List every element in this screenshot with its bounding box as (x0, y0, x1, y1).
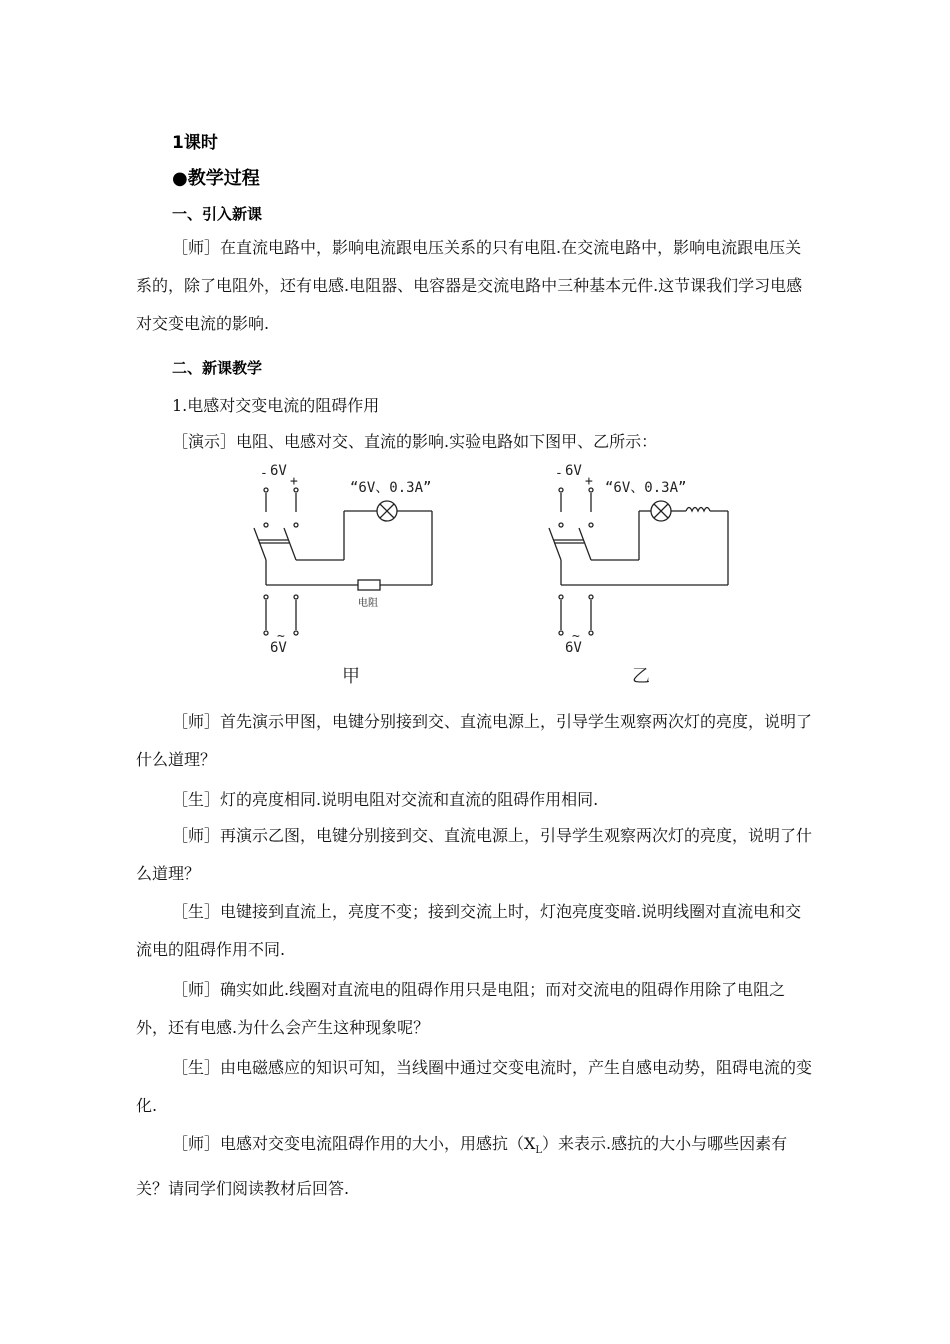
right-ac-symbol: ~ (572, 629, 580, 644)
left-caption: 甲 (342, 666, 360, 687)
right-terminal-dc-neg (559, 488, 563, 492)
left-terminal-ac-1 (264, 631, 268, 635)
left-dc-label: 6V (270, 463, 287, 479)
paragraph-student-2-text: ［生］电键接到直流上，亮度不变；接到交流上时，灯泡亮度变暗.说明线圈对直流电和交流电的阻碍作用不同. (136, 902, 802, 959)
right-inductor-icon (686, 508, 710, 512)
paragraph-student-2 (136, 893, 816, 969)
left-resistor-icon (358, 580, 380, 590)
inductive-reactance-subscript: L (535, 1145, 543, 1157)
left-ac-label: 6V (270, 640, 287, 656)
paragraph-teacher-1-text: ［师］首先演示甲图，电键分别接到交、直流电源上，引导学生观察两次灯的亮度，说明了什么道理？ (136, 712, 813, 769)
process-title: ●教学过程 (172, 168, 260, 189)
right-dc-minus: - (555, 466, 563, 481)
paragraph-teacher-1 (136, 703, 816, 779)
circuit-right (549, 463, 728, 687)
paragraph-teacher-4 (136, 1125, 816, 1208)
right-terminal-ac-2 (589, 631, 593, 635)
lesson-time: 1课时 (172, 133, 218, 153)
right-lamp-label: “6V、0.3A” (605, 480, 687, 496)
right-switch-blade-2 (579, 528, 591, 560)
left-terminal-dc-pos (294, 488, 298, 492)
left-switch-blade-2 (284, 528, 296, 560)
section1-title: 一、引入新课 (172, 205, 263, 223)
right-caption: 乙 (632, 666, 650, 687)
left-terminal-dc-neg (264, 488, 268, 492)
section2-title: 二、新课教学 (172, 359, 263, 377)
circuit-left (254, 463, 432, 687)
right-switch-blade-1 (549, 528, 561, 560)
paragraph-teacher-2-text: ［师］再演示乙图，电键分别接到交、直流电源上，引导学生观察两次灯的亮度，说明了什么道理？ (136, 826, 813, 883)
left-resistor-label: 电阻 (358, 598, 378, 609)
left-dc-minus: - (260, 466, 268, 481)
circuit-diagrams (0, 455, 950, 695)
left-ac-symbol: ~ (277, 629, 285, 644)
right-dc-plus: + (585, 474, 593, 489)
left-dc-plus: + (290, 474, 298, 489)
paragraph-teacher-3-text: ［师］确实如此.线圈对直流电的阻碍作用只是电阻；而对交流电的阻碍作用除了电阻之外，还有电感.为什么会产生这种现象呢？ (136, 980, 786, 1037)
right-ac-label: 6V (565, 640, 582, 656)
right-terminal-dc-pos (589, 488, 593, 492)
paragraph-intro (136, 229, 816, 343)
paragraph-teacher-3 (136, 971, 816, 1047)
paragraph-demo: ［演示］电阻、电感对交、直流的影响.实验电路如下图甲、乙所示： (172, 432, 658, 451)
left-lamp-label: “6V、0.3A” (350, 480, 432, 496)
left-terminal-ac-2 (294, 631, 298, 635)
paragraph-student-3 (136, 1049, 816, 1125)
paragraph-intro-text: ［师］在直流电路中，影响电流跟电压关系的只有电阻.在交流电路中，影响电流跟电压关系的，除了电阻外，还有电感.电阻器、电容器是交流电路中三种基本元件.这节课我们学习电感对交变电流的影响. (136, 238, 803, 333)
paragraph-teacher-2 (136, 817, 816, 893)
paragraph-student-3-text: ［生］由电磁感应的知识可知，当线圈中通过交变电流时，产生自感电动势，阻碍电流的变化. (136, 1058, 813, 1115)
right-dc-label: 6V (565, 463, 582, 479)
paragraph-student-1-text: ［生］灯的亮度相同.说明电阻对交流和直流的阻碍作用相同. (172, 790, 599, 809)
paragraph-student-1 (136, 781, 816, 819)
paragraph-teacher-4-rest: ）来表示.感抗的大小与哪些因素有关？请同学们阅读教材后回答. (136, 1134, 788, 1199)
paragraph-teacher-4-text: ［师］电感对交变电流阻碍作用的大小，用感抗（X (172, 1134, 536, 1153)
sub1-title: 1.电感对交变电流的阻碍作用 (172, 396, 380, 415)
right-terminal-ac-1 (559, 631, 563, 635)
left-switch-blade-1 (254, 528, 266, 560)
